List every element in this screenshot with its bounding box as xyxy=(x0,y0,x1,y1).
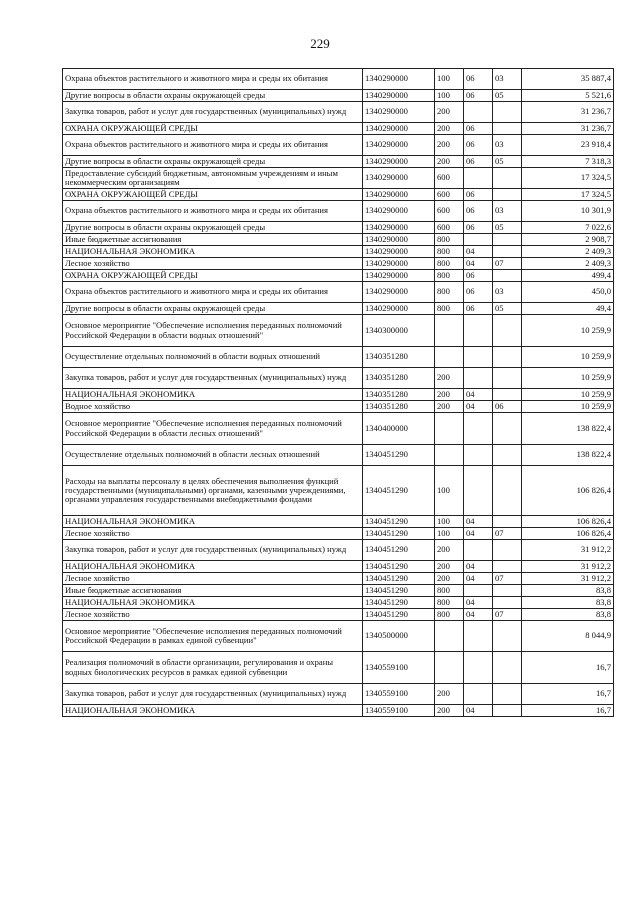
subsection xyxy=(493,413,522,445)
target-code: 1340290000 xyxy=(363,168,435,189)
row-name: Охрана объектов растительного и животного мира и среды их обитания xyxy=(63,282,363,303)
target-code: 1340290000 xyxy=(363,282,435,303)
amount: 31 912,2 xyxy=(522,573,614,585)
subsection xyxy=(493,315,522,347)
amount: 83,8 xyxy=(522,597,614,609)
table-row xyxy=(63,466,614,516)
amount: 17 324,5 xyxy=(522,189,614,201)
target-code: 1340351280 xyxy=(363,368,435,389)
row-name: НАЦИОНАЛЬНАЯ ЭКОНОМИКА xyxy=(63,246,363,258)
expense-type: 200 xyxy=(435,401,464,413)
table-row xyxy=(63,258,614,270)
expense-type: 800 xyxy=(435,597,464,609)
subsection xyxy=(493,466,522,516)
expense-type: 100 xyxy=(435,466,464,516)
amount: 450,0 xyxy=(522,282,614,303)
section: 06 xyxy=(464,222,493,234)
row-name: Иные бюджетные ассигнования xyxy=(63,234,363,246)
section xyxy=(464,621,493,652)
expense-type: 800 xyxy=(435,609,464,621)
subsection: 03 xyxy=(493,135,522,156)
table-row xyxy=(63,168,614,189)
table-row xyxy=(63,347,614,368)
table-row xyxy=(63,69,614,90)
target-code: 1340559100 xyxy=(363,652,435,684)
amount: 83,8 xyxy=(522,585,614,597)
subsection: 07 xyxy=(493,573,522,585)
row-name: Осуществление отдельных полномочий в области лесных отношений xyxy=(63,445,363,466)
subsection: 03 xyxy=(493,69,522,90)
row-name: НАЦИОНАЛЬНАЯ ЭКОНОМИКА xyxy=(63,516,363,528)
table-row xyxy=(63,621,614,652)
expense-type: 600 xyxy=(435,189,464,201)
expense-type: 200 xyxy=(435,561,464,573)
budget-table xyxy=(62,68,614,717)
subsection xyxy=(493,561,522,573)
target-code: 1340290000 xyxy=(363,156,435,168)
amount: 7 022,6 xyxy=(522,222,614,234)
row-name: ОХРАНА ОКРУЖАЮЩЕЙ СРЕДЫ xyxy=(63,123,363,135)
table-row xyxy=(63,389,614,401)
table-row xyxy=(63,652,614,684)
section: 04 xyxy=(464,389,493,401)
row-name: Лесное хозяйство xyxy=(63,528,363,540)
subsection xyxy=(493,270,522,282)
amount: 10 259,9 xyxy=(522,315,614,347)
row-name: Лесное хозяйство xyxy=(63,609,363,621)
section: 06 xyxy=(464,156,493,168)
section xyxy=(464,684,493,705)
row-name: Охрана объектов растительного и животного мира и среды их обитания xyxy=(63,69,363,90)
expense-type: 200 xyxy=(435,156,464,168)
table-row xyxy=(63,561,614,573)
target-code: 1340351280 xyxy=(363,389,435,401)
section: 04 xyxy=(464,597,493,609)
subsection: 03 xyxy=(493,201,522,222)
row-name: Водное хозяйство xyxy=(63,401,363,413)
expense-type: 800 xyxy=(435,585,464,597)
section xyxy=(464,234,493,246)
row-name: Охрана объектов растительного и животного мира и среды их обитания xyxy=(63,201,363,222)
section: 06 xyxy=(464,123,493,135)
amount: 10 259,9 xyxy=(522,368,614,389)
expense-type: 200 xyxy=(435,102,464,123)
table-row xyxy=(63,156,614,168)
row-name: ОХРАНА ОКРУЖАЮЩЕЙ СРЕДЫ xyxy=(63,189,363,201)
row-name: Закупка товаров, работ и услуг для государственных (муниципальных) нужд xyxy=(63,540,363,561)
target-code: 1340451290 xyxy=(363,540,435,561)
target-code: 1340290000 xyxy=(363,201,435,222)
target-code: 1340290000 xyxy=(363,135,435,156)
expense-type: 100 xyxy=(435,528,464,540)
amount: 10 301,9 xyxy=(522,201,614,222)
target-code: 1340290000 xyxy=(363,123,435,135)
subsection xyxy=(493,234,522,246)
target-code: 1340290000 xyxy=(363,90,435,102)
expense-type: 600 xyxy=(435,201,464,222)
expense-type: 200 xyxy=(435,684,464,705)
target-code: 1340351280 xyxy=(363,347,435,368)
subsection: 07 xyxy=(493,258,522,270)
subsection xyxy=(493,540,522,561)
amount: 106 826,4 xyxy=(522,516,614,528)
expense-type: 100 xyxy=(435,90,464,102)
amount: 10 259,9 xyxy=(522,401,614,413)
expense-type: 800 xyxy=(435,303,464,315)
section: 04 xyxy=(464,258,493,270)
target-code: 1340290000 xyxy=(363,246,435,258)
amount: 2 409,3 xyxy=(522,246,614,258)
target-code: 1340451290 xyxy=(363,597,435,609)
section: 04 xyxy=(464,561,493,573)
subsection xyxy=(493,684,522,705)
table-row xyxy=(63,234,614,246)
row-name: Основное мероприятие "Обеспечение исполнения переданных полномочий Российской Федерации в области водных отношений" xyxy=(63,315,363,347)
row-name: Другие вопросы в области охраны окружающей среды xyxy=(63,90,363,102)
section: 04 xyxy=(464,705,493,717)
subsection xyxy=(493,652,522,684)
subsection: 05 xyxy=(493,222,522,234)
target-code: 1340500000 xyxy=(363,621,435,652)
target-code: 1340400000 xyxy=(363,413,435,445)
expense-type xyxy=(435,621,464,652)
section: 06 xyxy=(464,90,493,102)
table-row xyxy=(63,189,614,201)
section xyxy=(464,540,493,561)
section: 04 xyxy=(464,573,493,585)
target-code: 1340559100 xyxy=(363,705,435,717)
amount: 83,8 xyxy=(522,609,614,621)
amount: 10 259,9 xyxy=(522,347,614,368)
section: 06 xyxy=(464,270,493,282)
target-code: 1340300000 xyxy=(363,315,435,347)
row-name: Основное мероприятие "Обеспечение исполнения переданных полномочий Российской Федерации в области лесных отношений" xyxy=(63,413,363,445)
expense-type xyxy=(435,347,464,368)
table-row xyxy=(63,282,614,303)
expense-type: 800 xyxy=(435,282,464,303)
amount: 31 236,7 xyxy=(522,102,614,123)
target-code: 1340290000 xyxy=(363,189,435,201)
target-code: 1340451290 xyxy=(363,561,435,573)
table-row xyxy=(63,413,614,445)
table-row xyxy=(63,573,614,585)
target-code: 1340290000 xyxy=(363,258,435,270)
section xyxy=(464,445,493,466)
expense-type xyxy=(435,315,464,347)
table-row xyxy=(63,270,614,282)
table-row xyxy=(63,222,614,234)
subsection xyxy=(493,621,522,652)
table-row xyxy=(63,303,614,315)
row-name: Другие вопросы в области охраны окружающей среды xyxy=(63,303,363,315)
expense-type: 200 xyxy=(435,135,464,156)
row-name: Основное мероприятие "Обеспечение исполнения переданных полномочий Российской Федерации в рамках единой субвенции" xyxy=(63,621,363,652)
amount: 5 521,6 xyxy=(522,90,614,102)
row-name: Другие вопросы в области охраны окружающей среды xyxy=(63,222,363,234)
amount: 49,4 xyxy=(522,303,614,315)
amount: 16,7 xyxy=(522,684,614,705)
table-row xyxy=(63,540,614,561)
section: 06 xyxy=(464,303,493,315)
subsection xyxy=(493,347,522,368)
subsection xyxy=(493,246,522,258)
amount: 31 912,2 xyxy=(522,561,614,573)
expense-type: 100 xyxy=(435,516,464,528)
amount: 16,7 xyxy=(522,652,614,684)
subsection xyxy=(493,585,522,597)
table-row xyxy=(63,705,614,717)
amount: 106 826,4 xyxy=(522,528,614,540)
expense-type: 800 xyxy=(435,258,464,270)
target-code: 1340290000 xyxy=(363,234,435,246)
table-row xyxy=(63,684,614,705)
row-name: НАЦИОНАЛЬНАЯ ЭКОНОМИКА xyxy=(63,561,363,573)
table-row xyxy=(63,246,614,258)
amount: 31 912,2 xyxy=(522,540,614,561)
target-code: 1340451290 xyxy=(363,609,435,621)
target-code: 1340351280 xyxy=(363,401,435,413)
target-code: 1340290000 xyxy=(363,102,435,123)
section xyxy=(464,413,493,445)
amount: 16,7 xyxy=(522,705,614,717)
expense-type: 800 xyxy=(435,246,464,258)
subsection xyxy=(493,516,522,528)
subsection: 06 xyxy=(493,401,522,413)
section xyxy=(464,347,493,368)
row-name: НАЦИОНАЛЬНАЯ ЭКОНОМИКА xyxy=(63,597,363,609)
page-number: 229 xyxy=(310,36,330,51)
section: 04 xyxy=(464,516,493,528)
amount: 23 918,4 xyxy=(522,135,614,156)
table-row xyxy=(63,135,614,156)
row-name: НАЦИОНАЛЬНАЯ ЭКОНОМИКА xyxy=(63,705,363,717)
subsection xyxy=(493,123,522,135)
table-row xyxy=(63,368,614,389)
subsection: 05 xyxy=(493,156,522,168)
subsection xyxy=(493,102,522,123)
table-row xyxy=(63,445,614,466)
subsection xyxy=(493,168,522,189)
target-code: 1340559100 xyxy=(363,684,435,705)
row-name: Лесное хозяйство xyxy=(63,573,363,585)
section xyxy=(464,466,493,516)
expense-type: 600 xyxy=(435,168,464,189)
section xyxy=(464,585,493,597)
row-name: Расходы на выплаты персоналу в целях обеспечения выполнения функций государственными (муниципальными) органами, казенными учреждениями, органами управления государственными внебюджетными фондами xyxy=(63,466,363,516)
target-code: 1340451290 xyxy=(363,516,435,528)
section: 06 xyxy=(464,69,493,90)
budget-table-body xyxy=(63,69,614,717)
section: 06 xyxy=(464,201,493,222)
subsection xyxy=(493,189,522,201)
expense-type: 600 xyxy=(435,222,464,234)
amount: 35 887,4 xyxy=(522,69,614,90)
amount: 17 324,5 xyxy=(522,168,614,189)
target-code: 1340451290 xyxy=(363,466,435,516)
table-row xyxy=(63,123,614,135)
table-row xyxy=(63,401,614,413)
table-row xyxy=(63,516,614,528)
section xyxy=(464,102,493,123)
subsection: 05 xyxy=(493,90,522,102)
table-row xyxy=(63,102,614,123)
row-name: Закупка товаров, работ и услуг для государственных (муниципальных) нужд xyxy=(63,102,363,123)
row-name: Другие вопросы в области охраны окружающей среды xyxy=(63,156,363,168)
expense-type xyxy=(435,413,464,445)
section: 04 xyxy=(464,609,493,621)
expense-type: 200 xyxy=(435,368,464,389)
section xyxy=(464,168,493,189)
section: 04 xyxy=(464,246,493,258)
row-name: Лесное хозяйство xyxy=(63,258,363,270)
expense-type xyxy=(435,445,464,466)
row-name: ОХРАНА ОКРУЖАЮЩЕЙ СРЕДЫ xyxy=(63,270,363,282)
section: 06 xyxy=(464,282,493,303)
expense-type: 100 xyxy=(435,69,464,90)
row-name: Охрана объектов растительного и животного мира и среды их обитания xyxy=(63,135,363,156)
expense-type: 800 xyxy=(435,270,464,282)
amount: 10 259,9 xyxy=(522,389,614,401)
amount: 138 822,4 xyxy=(522,445,614,466)
section xyxy=(464,652,493,684)
amount: 499,4 xyxy=(522,270,614,282)
target-code: 1340451290 xyxy=(363,445,435,466)
amount: 8 044,9 xyxy=(522,621,614,652)
row-name: НАЦИОНАЛЬНАЯ ЭКОНОМИКА xyxy=(63,389,363,401)
amount: 2 908,7 xyxy=(522,234,614,246)
subsection: 07 xyxy=(493,528,522,540)
amount: 138 822,4 xyxy=(522,413,614,445)
amount: 7 318,3 xyxy=(522,156,614,168)
subsection xyxy=(493,389,522,401)
expense-type: 200 xyxy=(435,389,464,401)
row-name: Предоставление субсидий бюджетным, автономным учреждениям и иным некоммерческим организациям xyxy=(63,168,363,189)
subsection xyxy=(493,368,522,389)
expense-type: 200 xyxy=(435,540,464,561)
target-code: 1340451290 xyxy=(363,573,435,585)
expense-type xyxy=(435,652,464,684)
target-code: 1340451290 xyxy=(363,528,435,540)
subsection: 07 xyxy=(493,609,522,621)
amount: 106 826,4 xyxy=(522,466,614,516)
amount: 2 409,3 xyxy=(522,258,614,270)
row-name: Закупка товаров, работ и услуг для государственных (муниципальных) нужд xyxy=(63,368,363,389)
target-code: 1340290000 xyxy=(363,303,435,315)
row-name: Осуществление отдельных полномочий в области водных отношений xyxy=(63,347,363,368)
table-row xyxy=(63,609,614,621)
expense-type: 200 xyxy=(435,573,464,585)
row-name: Закупка товаров, работ и услуг для государственных (муниципальных) нужд xyxy=(63,684,363,705)
subsection xyxy=(493,705,522,717)
table-row xyxy=(63,585,614,597)
subsection xyxy=(493,597,522,609)
table-row xyxy=(63,315,614,347)
table-row xyxy=(63,201,614,222)
expense-type: 200 xyxy=(435,123,464,135)
section: 04 xyxy=(464,401,493,413)
row-name: Реализация полномочий в области организации, регулирования и охраны водных биологических ресурсов в рамках единой субвенции xyxy=(63,652,363,684)
target-code: 1340290000 xyxy=(363,69,435,90)
amount: 31 236,7 xyxy=(522,123,614,135)
row-name: Иные бюджетные ассигнования xyxy=(63,585,363,597)
table-row xyxy=(63,90,614,102)
subsection: 03 xyxy=(493,282,522,303)
expense-type: 800 xyxy=(435,234,464,246)
section: 04 xyxy=(464,528,493,540)
expense-type: 200 xyxy=(435,705,464,717)
section: 06 xyxy=(464,189,493,201)
section xyxy=(464,315,493,347)
table-row xyxy=(63,597,614,609)
table-row xyxy=(63,528,614,540)
target-code: 1340451290 xyxy=(363,585,435,597)
subsection xyxy=(493,445,522,466)
section xyxy=(464,368,493,389)
subsection: 05 xyxy=(493,303,522,315)
section: 06 xyxy=(464,135,493,156)
target-code: 1340290000 xyxy=(363,270,435,282)
target-code: 1340290000 xyxy=(363,222,435,234)
